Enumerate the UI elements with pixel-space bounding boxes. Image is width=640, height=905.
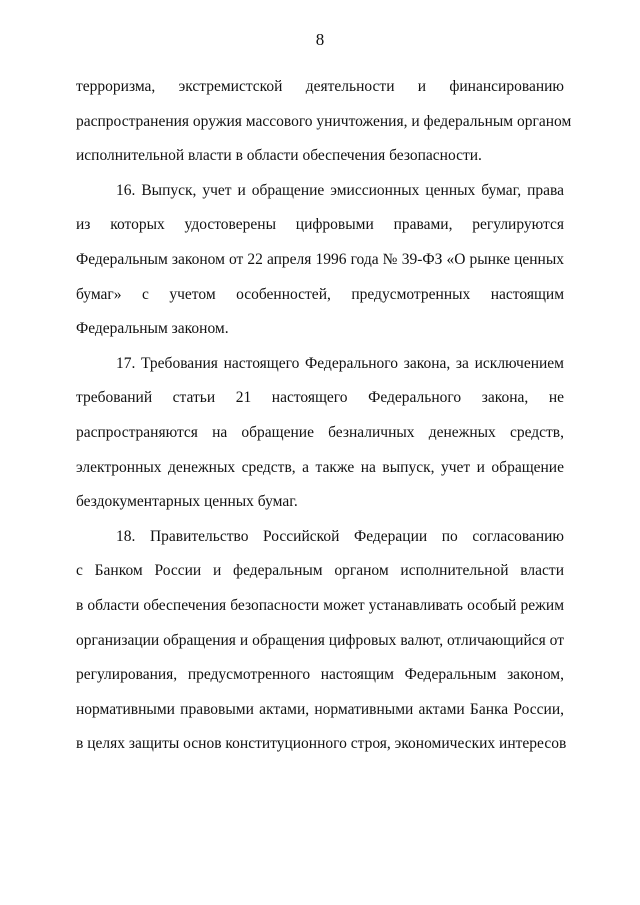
text-line: из которых удостоверены цифровыми правами, регулируются bbox=[76, 216, 564, 234]
text-line: распространяются на обращение безналичных денежных средств, bbox=[76, 423, 564, 441]
text-line: Федеральным законом от 22 апреля 1996 года № 39-ФЗ «О рынке ценных bbox=[76, 250, 564, 268]
text-line: 18. Правительство Российской Федерации по согласованию bbox=[116, 527, 564, 545]
text-line: терроризма, экстремистской деятельности и финансированию bbox=[76, 78, 564, 95]
document-body bbox=[76, 70, 572, 762]
paragraph-continuation bbox=[76, 70, 572, 174]
text-line: нормативными правовыми актами, нормативными актами Банка России, bbox=[76, 700, 564, 718]
text-line: в целях защиты основ конституционного строя, экономических интересов bbox=[76, 735, 567, 753]
paragraph-18 bbox=[76, 520, 567, 762]
page-number: 8 bbox=[315, 30, 325, 49]
text-line: распространения оружия массового уничтожения, и федеральным органом bbox=[76, 112, 572, 130]
text-line: требований статьи 21 настоящего Федерального закона, не bbox=[76, 389, 564, 407]
text-line: 16. Выпуск, учет и обращение эмиссионных ценных бумаг, права bbox=[116, 181, 564, 199]
text-line: с Банком России и федеральным органом исполнительной власти bbox=[76, 562, 564, 580]
text-line: регулирования, предусмотренного настоящим Федеральным законом, bbox=[76, 666, 564, 684]
text-line: бездокументарных ценных бумаг. bbox=[76, 493, 298, 511]
text-line: организации обращения и обращения цифровых валют, отличающийся от bbox=[76, 631, 564, 649]
text-line: 17. Требования настоящего Федерального закона, за исключением bbox=[116, 354, 564, 372]
text-line: исполнительной власти в области обеспечения безопасности. bbox=[76, 147, 482, 165]
text-line: Федеральным законом. bbox=[76, 320, 229, 338]
text-line: в области обеспечения безопасности может устанавливать особый режим bbox=[76, 596, 564, 614]
paragraph-17 bbox=[76, 347, 564, 520]
text-line: бумаг» с учетом особенностей, предусмотренных настоящим bbox=[76, 285, 564, 303]
text-line: электронных денежных средств, а также на выпуск, учет и обращение bbox=[76, 458, 564, 476]
paragraph-16 bbox=[76, 174, 564, 347]
